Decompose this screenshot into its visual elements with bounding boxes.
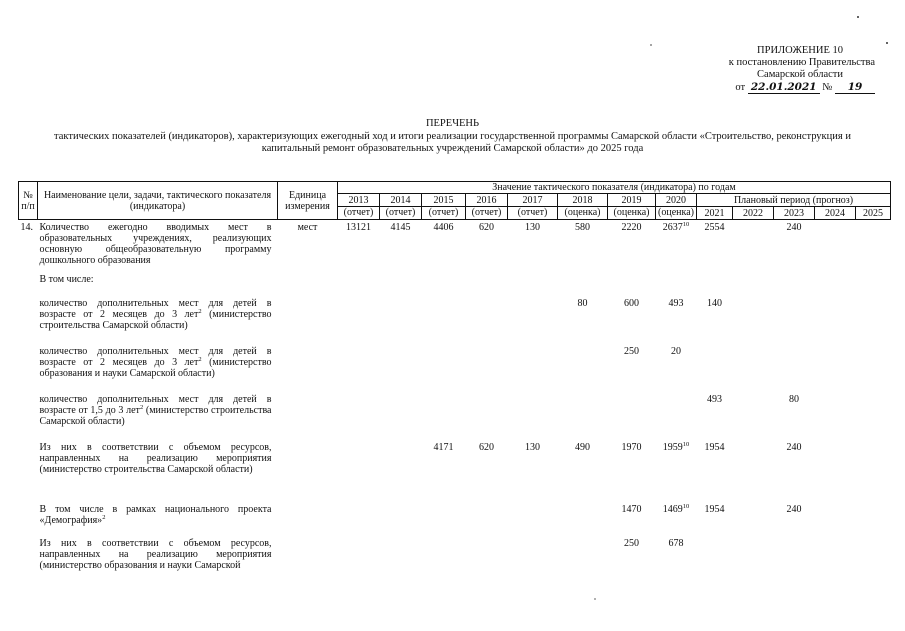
row-value-cell [733, 502, 774, 536]
header-year-2018 [558, 194, 608, 220]
row-unit: мест [297, 222, 318, 233]
indicator-name-text: количество дополнительных мест для детей в возрасте от 1,5 до 3 лет [39, 393, 272, 416]
row-value-cell [856, 536, 891, 576]
row-indicator-name [38, 502, 278, 536]
indicator-name-tail: (министерство образования и науки Самарской области) [39, 356, 272, 379]
value-text: 13121 [346, 222, 371, 233]
row-unit [278, 272, 338, 296]
row-value-cell [697, 536, 733, 576]
row-value-cell [774, 296, 815, 344]
row-number [19, 440, 38, 502]
footnote-marker: 2 [102, 513, 106, 521]
row-value-cell [733, 296, 774, 344]
table-header [19, 182, 891, 220]
header-plan-year-2023: 2023 [774, 207, 815, 220]
row-value-cell [422, 220, 466, 272]
row-value-cell [466, 502, 508, 536]
row-value-cell [608, 440, 656, 502]
row-value-cell [380, 440, 422, 502]
row-value-cell [338, 296, 380, 344]
row-value-cell [422, 392, 466, 440]
row-indicator-name [38, 440, 278, 502]
row-value-cell [380, 220, 422, 272]
value-text: 4145 [390, 222, 411, 233]
row-value-cell [338, 440, 380, 502]
indicator-name-text: В том числе: [39, 273, 94, 285]
row-unit [278, 344, 338, 392]
row-number [19, 536, 38, 576]
table-row [19, 536, 891, 576]
row-value-cell [733, 220, 774, 272]
row-value-cell [774, 344, 815, 392]
row-indicator-name [38, 272, 278, 296]
row-value-cell [558, 272, 608, 296]
header-year-value: 2017 [522, 195, 543, 206]
value-text: 130 [525, 441, 540, 453]
row-value-cell [608, 220, 656, 272]
row-value-cell [422, 296, 466, 344]
value-text: 2220 [621, 222, 642, 233]
row-value-cell [338, 392, 380, 440]
row-value-cell [508, 502, 558, 536]
row-unit [278, 440, 338, 502]
value-text: 493 [707, 393, 722, 405]
row-value-cell [422, 440, 466, 502]
row-value-cell [466, 536, 508, 576]
number-prefix: № [822, 82, 833, 93]
indicator-name-text: В том числе в рамках национального проекта «Демография» [39, 503, 272, 526]
row-indicator-name [38, 220, 278, 272]
row-value-cell [380, 502, 422, 536]
table-row [19, 502, 891, 536]
header-plan-year-2025: 2025 [856, 207, 891, 220]
row-value-cell [656, 440, 697, 502]
row-value-cell [774, 220, 815, 272]
value-text: 80 [577, 297, 588, 309]
row-value-cell [774, 502, 815, 536]
row-number [19, 344, 38, 392]
row-unit [278, 536, 338, 576]
value-text: 240 [786, 222, 802, 233]
header-values-group: Значение тактического показателя (индикатора) по годам [338, 182, 891, 194]
header-num: № п/п [19, 182, 38, 220]
value-text: 80 [789, 393, 799, 405]
header-year-note: (отчет) [422, 206, 465, 218]
row-indicator-name [38, 392, 278, 440]
row-value-cell [380, 536, 422, 576]
header-year-2014 [380, 194, 422, 220]
value-text: 2637 [662, 222, 683, 233]
row-indicator-name [38, 344, 278, 392]
number-handwritten: 19 [835, 81, 875, 94]
value-text: 250 [624, 537, 639, 549]
table-row [19, 220, 891, 272]
row-value-cell [380, 392, 422, 440]
row-value-cell [608, 344, 656, 392]
row-value-cell [508, 440, 558, 502]
value-text: 1954 [704, 503, 725, 515]
row-value-cell [466, 344, 508, 392]
table-row [19, 440, 891, 502]
header-year-note: (оценка) [656, 206, 696, 218]
row-value-cell [508, 536, 558, 576]
row-value-cell [338, 220, 380, 272]
indicator-name-text: Количество ежегодно вводимых мест в образовательных учреждениях, реализующих основную общеобразовательную программу дошкольного образования [39, 222, 272, 266]
header-year-2017 [508, 194, 558, 220]
row-value-cell [466, 440, 508, 502]
header-name: Наименование цели, задачи, тактического показателя (индикатора) [38, 182, 278, 220]
row-value-cell [508, 392, 558, 440]
footnote-marker: 2 [198, 355, 202, 363]
row-value-cell [608, 502, 656, 536]
row-value-cell [558, 392, 608, 440]
footnote-marker: 2 [139, 403, 144, 411]
appendix-title: ПРИЛОЖЕНИЕ 10 [757, 45, 843, 56]
row-value-cell [656, 220, 697, 272]
date-prefix: от [735, 82, 746, 93]
value-text: 1469 [662, 503, 683, 515]
value-footnote-marker: 10 [682, 221, 690, 228]
footnote-marker: 2 [198, 307, 202, 315]
row-value-cell [558, 440, 608, 502]
scan-speck [886, 42, 888, 44]
row-value-cell [733, 344, 774, 392]
row-number [19, 392, 38, 440]
indicator-name-text: количество дополнительных мест для детей в возрасте от 2 месяцев до 3 лет [39, 345, 272, 368]
row-value-cell [558, 344, 608, 392]
header-year-value: 2020 [666, 195, 686, 206]
row-indicator-name [38, 296, 278, 344]
row-value-cell [856, 344, 891, 392]
row-value-cell [608, 272, 656, 296]
row-value-cell [608, 536, 656, 576]
value-text: 580 [575, 222, 590, 233]
header-year-value: 2014 [390, 195, 411, 206]
row-value-cell [856, 440, 891, 502]
indicator-name-tail: (министерство строительства Самарской области) [39, 404, 272, 427]
row-value-cell [380, 296, 422, 344]
row-indicator-name [38, 536, 278, 576]
value-text: 1959 [662, 441, 683, 453]
row-value-cell [380, 344, 422, 392]
row-value-cell [558, 220, 608, 272]
value-text: 4406 [433, 222, 454, 233]
table-row [19, 272, 891, 296]
row-value-cell [558, 296, 608, 344]
row-value-cell [422, 536, 466, 576]
row-value-cell [338, 272, 380, 296]
row-value-cell [380, 272, 422, 296]
value-text: 240 [786, 503, 802, 515]
row-unit [278, 392, 338, 440]
row-value-cell [815, 344, 856, 392]
row-value-cell [697, 344, 733, 392]
value-text: 250 [624, 345, 639, 357]
row-value-cell [733, 536, 774, 576]
value-text: 4171 [433, 441, 454, 453]
value-text: 1970 [621, 441, 642, 453]
indicator-name-text: Из них в соответствии с объемом ресурсов, направленных на реализацию мероприятия (министерство образования и науки Самарской [39, 537, 272, 571]
row-value-cell [697, 220, 733, 272]
row-value-cell [558, 502, 608, 536]
header-year-value: 2018 [572, 195, 593, 206]
row-value-cell [656, 392, 697, 440]
indicators-table [18, 181, 891, 576]
scan-speck [857, 16, 859, 18]
row-value-cell [422, 502, 466, 536]
row-value-cell [656, 344, 697, 392]
row-value-cell [733, 392, 774, 440]
row-value-cell [422, 272, 466, 296]
document-title: ПЕРЕЧЕНЬ [425, 118, 480, 129]
header-year-value: 2016 [476, 195, 497, 206]
row-number [19, 502, 38, 536]
value-footnote-marker: 10 [682, 440, 690, 448]
header-year-2013 [338, 194, 380, 220]
row-value-cell [733, 272, 774, 296]
row-value-cell [815, 502, 856, 536]
table-row [19, 296, 891, 344]
row-value-cell [856, 392, 891, 440]
value-text: 620 [479, 222, 494, 233]
header-plan-year-2022: 2022 [733, 207, 774, 220]
header-year-note: (отчет) [508, 206, 557, 218]
indicator-name-text: количество дополнительных мест для детей в возрасте от 2 месяцев до 3 лет [39, 297, 272, 320]
value-text: 2554 [704, 222, 725, 233]
row-value-cell [508, 296, 558, 344]
row-value-cell [815, 536, 856, 576]
row-value-cell [774, 272, 815, 296]
row-value-cell [608, 296, 656, 344]
row-value-cell [338, 536, 380, 576]
header-year-value: 2013 [348, 195, 369, 206]
row-value-cell [508, 272, 558, 296]
scan-speck [650, 44, 652, 46]
row-value-cell [608, 392, 656, 440]
row-value-cell [774, 392, 815, 440]
row-value-cell [422, 344, 466, 392]
row-unit [278, 502, 338, 536]
date-handwritten: 22.01.2021 [748, 81, 820, 94]
appendix-date-line [675, 81, 875, 94]
row-value-cell [815, 220, 856, 272]
row-value-cell [856, 502, 891, 536]
header-year-note: (отчет) [380, 206, 421, 218]
appendix-line-3: Самарской области [757, 69, 843, 80]
header-year-note: (отчет) [466, 206, 507, 218]
scan-speck [594, 598, 596, 600]
row-value-cell [815, 440, 856, 502]
value-text: 1470 [621, 503, 642, 515]
row-value-cell [856, 272, 891, 296]
appendix-line-2: к постановлению Правительства [728, 57, 875, 68]
row-value-cell [697, 502, 733, 536]
header-year-value: 2015 [433, 195, 454, 206]
value-text: 20 [671, 345, 681, 357]
row-number [19, 272, 38, 296]
indicator-name-text: Из них в соответствии с объемом ресурсов, направленных на реализацию мероприятия (министерство строительства Самарской области) [39, 441, 272, 475]
row-value-cell [656, 272, 697, 296]
row-value-cell [697, 392, 733, 440]
value-text: 620 [479, 441, 494, 453]
appendix-block [675, 45, 875, 94]
header-unit: Единица измерения [278, 182, 338, 220]
value-text: 1954 [704, 441, 725, 453]
header-year-2019 [608, 194, 656, 220]
row-number [19, 296, 38, 344]
row-value-cell [338, 502, 380, 536]
header-year-note: (оценка) [608, 206, 655, 218]
row-value-cell [815, 392, 856, 440]
row-value-cell [466, 296, 508, 344]
table-row [19, 344, 891, 392]
value-text: 493 [668, 297, 684, 309]
indicator-name-tail: (министерство строительства Самарской области) [39, 308, 272, 331]
value-text: 600 [624, 297, 639, 309]
row-value-cell [774, 440, 815, 502]
row-unit [278, 296, 338, 344]
row-value-cell [697, 272, 733, 296]
row-value-cell [466, 392, 508, 440]
row-number: 14. [20, 222, 33, 233]
row-value-cell [508, 344, 558, 392]
table-body [19, 220, 891, 576]
row-value-cell [815, 272, 856, 296]
value-text: 678 [668, 537, 684, 549]
header-year-2016 [466, 194, 508, 220]
row-value-cell [733, 440, 774, 502]
header-plan-year-2021: 2021 [697, 207, 733, 220]
row-value-cell [697, 440, 733, 502]
row-value-cell [508, 220, 558, 272]
value-text: 490 [575, 441, 590, 453]
value-footnote-marker: 10 [682, 502, 690, 510]
row-value-cell [656, 296, 697, 344]
row-value-cell [774, 536, 815, 576]
row-value-cell [856, 296, 891, 344]
row-value-cell [656, 536, 697, 576]
header-year-note: (оценка) [558, 206, 607, 218]
header-year-value: 2019 [621, 195, 642, 206]
header-plan-year-2024: 2024 [815, 207, 856, 220]
row-value-cell [815, 296, 856, 344]
row-value-cell [558, 536, 608, 576]
table-row [19, 392, 891, 440]
header-year-note: (отчет) [338, 206, 379, 218]
row-value-cell [856, 220, 891, 272]
header-year-2020 [656, 194, 697, 220]
header-year-2015 [422, 194, 466, 220]
row-value-cell [466, 272, 508, 296]
header-plan-group: Плановый период (прогноз) [697, 194, 891, 207]
row-value-cell [338, 344, 380, 392]
document-subtitle: тактических показателей (индикаторов), характеризующих ежегодный ход и итоги реализации государственной программы Самарской области «Строительство, реконструкция и капитальный ремонт образовательных учреждений Самарской области» до 2025 года [54, 131, 851, 154]
value-text: 130 [525, 222, 540, 233]
value-text: 140 [707, 297, 722, 309]
row-value-cell [697, 296, 733, 344]
row-value-cell [656, 502, 697, 536]
row-value-cell [466, 220, 508, 272]
value-text: 240 [786, 441, 802, 453]
